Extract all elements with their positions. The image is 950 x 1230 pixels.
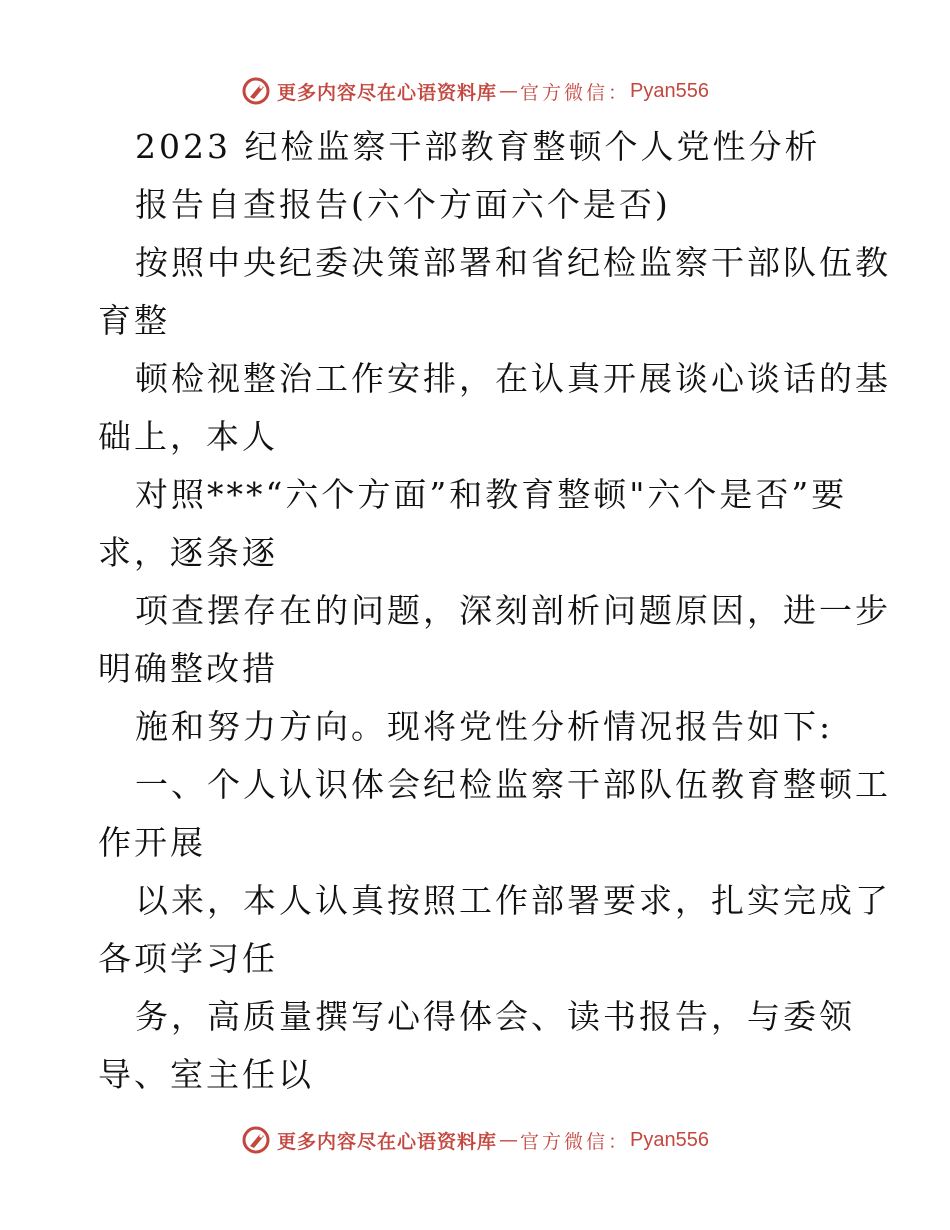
watermark-separator: — [499, 1129, 519, 1151]
doc-text-line: 育整 [98, 301, 170, 340]
watermark-label: 官方微信： [520, 81, 631, 104]
watermark-footer [0, 1120, 950, 1160]
watermark-brand: 更多内容尽在心语资料库 [277, 1130, 498, 1153]
doc-text-line: 按照中央纪委决策部署和省纪检监察干部队伍教 [135, 243, 891, 282]
pen-nib-logo-icon [241, 76, 271, 106]
doc-text-line: 项查摆存在的问题，深刻剖析问题原因，进一步 [135, 591, 891, 630]
doc-text-line: 施和努力方向。现将党性分析情况报告如下: [135, 707, 834, 746]
doc-section-heading: 一、个人认识体会纪检监察干部队伍教育整顿工 [135, 765, 891, 804]
doc-text-line: 对照***“六个方面”和教育整顿"六个是否”要 [135, 475, 848, 514]
doc-text-line: 以来，本人认真按照工作部署要求，扎实完成了 [135, 881, 891, 920]
watermark-separator: — [499, 80, 519, 102]
watermark-label: 官方微信： [520, 1130, 631, 1153]
document-body [0, 124, 950, 1110]
doc-text-line: 各项学习任 [98, 939, 278, 978]
doc-title-line-2: 报告自查报告(六个方面六个是否) [135, 185, 671, 224]
doc-title-line-1: 2023 纪检监察干部教育整顿个人党性分析 [135, 127, 821, 166]
doc-text-line: 明确整改措 [98, 649, 278, 688]
doc-text-line: 顿检视整治工作安排，在认真开展谈心谈话的基 [135, 359, 891, 398]
doc-text-line: 务，高质量撰写心得体会、读书报告，与委领 [135, 997, 855, 1036]
doc-text-line: 导、室主任以 [98, 1055, 314, 1094]
watermark-wechat-id: Pyan556 [630, 1128, 709, 1151]
pen-nib-logo-icon [241, 1125, 271, 1155]
watermark-wechat-id: Pyan556 [630, 79, 709, 102]
doc-text-line: 作开展 [98, 823, 206, 862]
watermark-brand: 更多内容尽在心语资料库 [277, 81, 498, 104]
watermark-header [0, 71, 950, 111]
doc-text-line: 求，逐条逐 [98, 533, 278, 572]
doc-text-line: 础上，本人 [98, 417, 278, 456]
